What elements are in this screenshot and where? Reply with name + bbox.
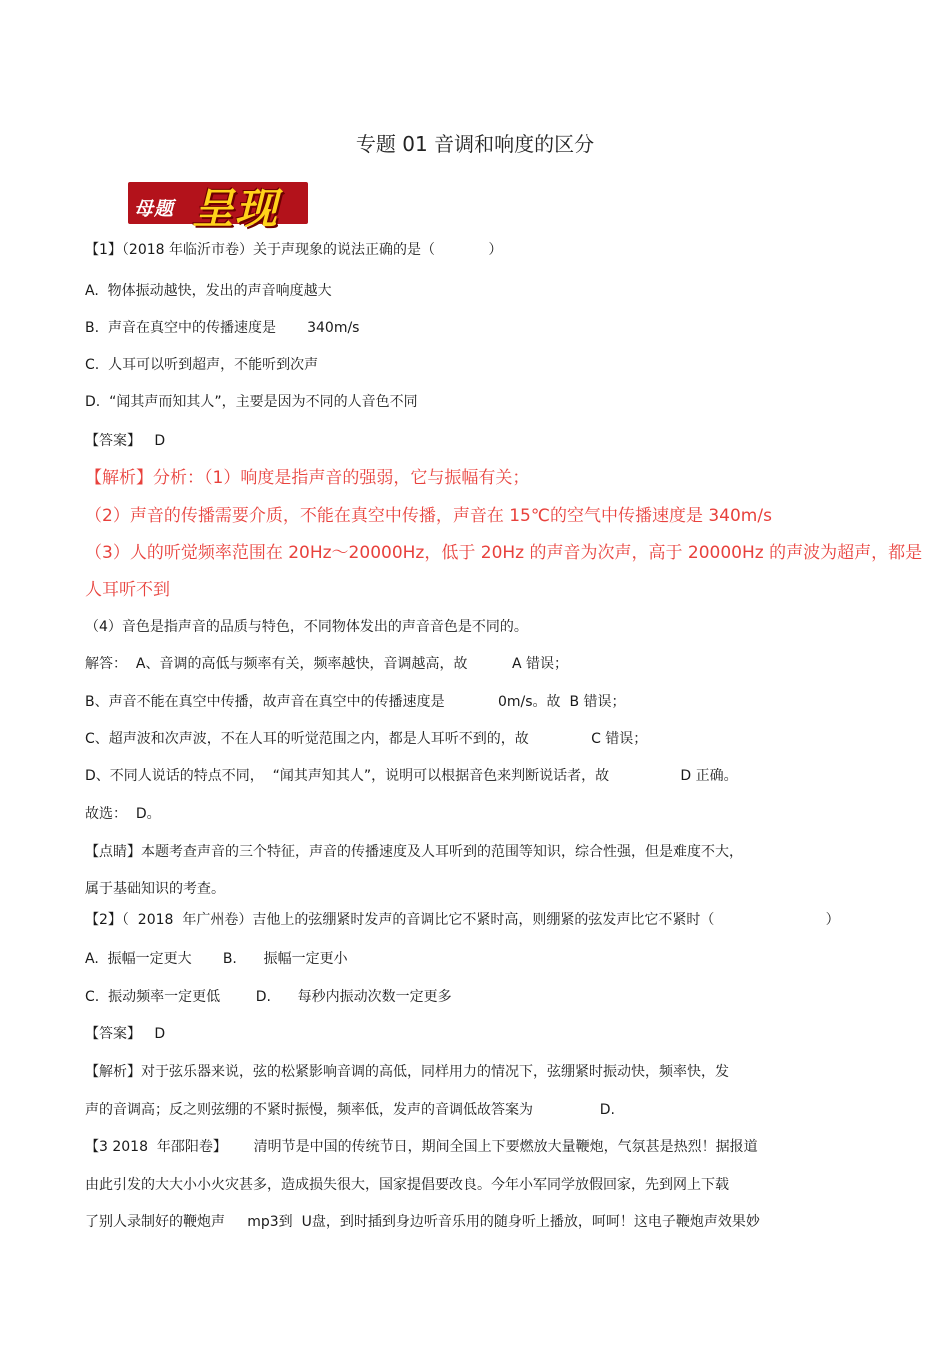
analysis-line: （3）人的听觉频率范围在 20Hz～20000Hz，低于 20Hz 的声音为次声，高于 20000Hz 的声波为超声，都是 — [85, 543, 923, 563]
section-banner — [128, 182, 308, 233]
text-line: 【3 2018 年邵阳卷】 清明节是中国的传统节日，期间全国上下要燃放大量鞭炮，气氛甚是热烈！据报道 — [85, 1139, 758, 1155]
text-line: 【点睛】本题考查声音的三个特征，声音的传播速度及人耳听到的范围等知识，综合性强，但是难度不大， — [85, 844, 743, 860]
analysis-line: 【解析】分析：（1）响度是指声音的强弱，它与振幅有关； — [85, 468, 530, 488]
text-line: C. 振动频率一定更低 D. 每秒内振动次数一定更多 — [85, 989, 452, 1005]
text-line: 属于基础知识的考查。 — [85, 881, 225, 897]
page-title: 专题 01 音调和响度的区分 — [355, 132, 595, 156]
text-line: B. 声音在真空中的传播速度是 340m/s — [85, 320, 360, 336]
text-line: 【解析】对于弦乐器来说，弦的松紧影响音调的高低，同样用力的情况下，弦绷紧时振动快，频率快，发 — [85, 1064, 729, 1080]
text-line: 【2】（ 2018 年广州卷）吉他上的弦绷紧时发声的音调比它不紧时高，则绷紧的弦发声比它不紧时（ ） — [85, 912, 840, 928]
banner-big-text: 呈现 — [192, 184, 279, 233]
text-line: A. 物体振动越快，发出的声音响度越大 — [85, 283, 332, 299]
text-line: （4）音色是指声音的品质与特色，不同物体发出的声音音色是不同的。 — [85, 619, 528, 635]
text-line: 【答案】 D — [85, 433, 166, 449]
text-line: D、不同人说话的特点不同， “闻其声知其人”，说明可以根据音色来判断说话者，故 D 正确。 — [85, 768, 738, 784]
analysis-line: 人耳听不到 — [85, 580, 170, 600]
analysis-line: （2）声音的传播需要介质，不能在真空中传播，声音在 15℃的空气中传播速度是 340m/s — [85, 506, 772, 526]
text-line: C. 人耳可以听到超声，不能听到次声 — [85, 357, 319, 373]
text-line: 了别人录制好的鞭炮声 mp3到 U盘，到时插到身边听音乐用的随身听上播放，呵呵！这电子鞭炮声效果妙 — [85, 1214, 760, 1230]
text-line: 由此引发的大大小小火灾甚多，造成损失很大，国家提倡要改良。今年小军同学放假回家，先到网上下载 — [85, 1177, 729, 1193]
text-line: 故选： D。 — [85, 806, 161, 822]
text-line: 【答案】 D — [85, 1026, 166, 1042]
banner-small-text: 母题 — [134, 198, 175, 220]
text-line: 【1】（2018 年临沂市卷）关于声现象的说法正确的是（ ） — [85, 242, 503, 258]
text-line: D. “闻其声而知其人”，主要是因为不同的人音色不同 — [85, 394, 418, 410]
text-line: B、声音不能在真空中传播，故声音在真空中的传播速度是 0m/s。故 B 错误； — [85, 694, 626, 710]
text-line: 解答： A、音调的高低与频率有关，频率越快，音调越高，故 A 错误； — [85, 656, 569, 672]
text-line: A. 振幅一定更大 B. 振幅一定更小 — [85, 951, 348, 967]
text-line: 声的音调高；反之则弦绷的不紧时振慢，频率低，发声的音调低故答案为 D. — [85, 1102, 615, 1118]
text-line: C、超声波和次声波，不在人耳的听觉范围之内，都是人耳听不到的，故 C 错误； — [85, 731, 648, 747]
